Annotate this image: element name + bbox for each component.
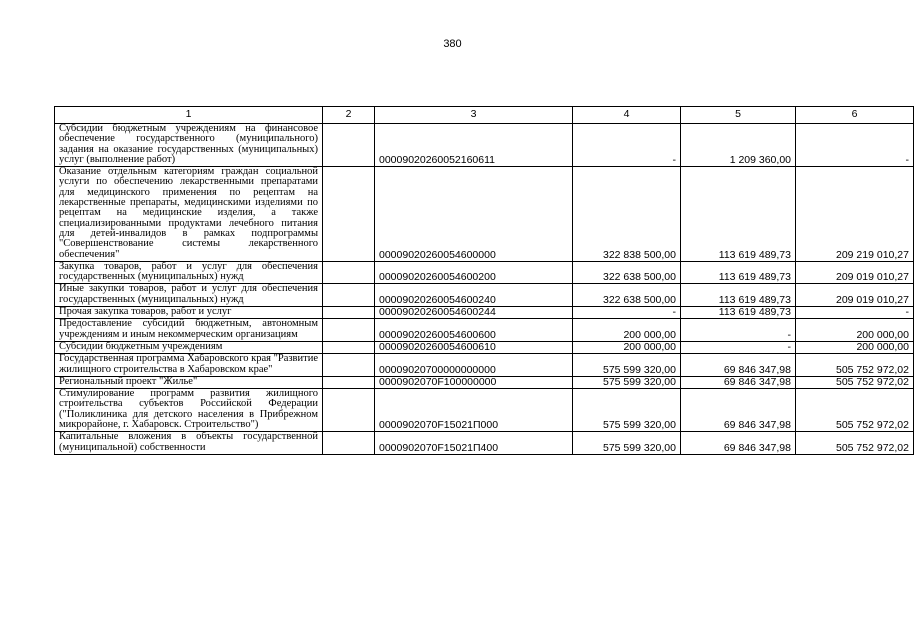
row-code: 00009020700000000000 [375, 354, 573, 377]
row-name: Оказание отдельным категориям граждан социальной услуги по обеспечению лекарственными препаратами для медицинского применения по рецептам на лекарственные препараты, медицинскими изделиями по рецептам на медицинские изделия, а также специализированными продуктами лечебного питания для детей-инвалидов в рамках подпрограммы "Совершенствование системы лекарственного обеспечения" [55, 167, 323, 262]
table-row [55, 124, 914, 167]
row-value-4: 200 000,00 [573, 341, 681, 353]
row-value-4: - [573, 124, 681, 167]
row-value-4: 575 599 320,00 [573, 432, 681, 455]
table-row [55, 432, 914, 455]
row-col2 [323, 376, 375, 388]
row-value-6: 505 752 972,02 [796, 389, 914, 432]
row-col2 [323, 124, 375, 167]
row-value-5: 113 619 489,73 [681, 284, 796, 307]
row-value-4: 575 599 320,00 [573, 389, 681, 432]
row-code: 00009020260052160611 [375, 124, 573, 167]
row-code: 0000902070F100000000 [375, 376, 573, 388]
row-col2 [323, 432, 375, 455]
row-value-6: 200 000,00 [796, 341, 914, 353]
row-name: Государственная программа Хабаровского края "Развитие жилищного строительства в Хабаровском крае" [55, 354, 323, 377]
row-value-4: 322 638 500,00 [573, 284, 681, 307]
row-value-5: 1 209 360,00 [681, 124, 796, 167]
row-value-6: 209 219 010,27 [796, 167, 914, 262]
row-code: 00009020260054600200 [375, 261, 573, 284]
row-value-4: 575 599 320,00 [573, 354, 681, 377]
row-col2 [323, 319, 375, 342]
table-header-row [55, 107, 914, 124]
row-value-5: 69 846 347,98 [681, 376, 796, 388]
row-value-5: 113 619 489,73 [681, 307, 796, 319]
row-value-6: 505 752 972,02 [796, 376, 914, 388]
row-value-5: - [681, 319, 796, 342]
row-name: Предоставление субсидий бюджетным, автономным учреждениям и иным некоммерческим организациям [55, 319, 323, 342]
row-name: Прочая закупка товаров, работ и услуг [55, 307, 323, 319]
row-value-5: - [681, 341, 796, 353]
row-name: Региональный проект "Жилье" [55, 376, 323, 388]
row-col2 [323, 389, 375, 432]
table-row [55, 307, 914, 319]
page-number: 380 [443, 38, 462, 50]
row-value-5: 113 619 489,73 [681, 261, 796, 284]
row-value-6: - [796, 124, 914, 167]
row-value-5: 69 846 347,98 [681, 432, 796, 455]
column-header: 5 [681, 107, 796, 124]
row-name: Стимулирование программ развития жилищного строительства субъектов Российской Федерации ("Поликлиника для детского населения в Прибрежном микрорайоне, г. Хабаровск. Строительство") [55, 389, 323, 432]
row-value-6: 209 019 010,27 [796, 261, 914, 284]
row-code: 00009020260054600610 [375, 341, 573, 353]
row-code: 0000902070F15021П000 [375, 389, 573, 432]
table-row [55, 284, 914, 307]
row-name: Закупка товаров, работ и услуг для обеспечения государственных (муниципальных) нужд [55, 261, 323, 284]
row-col2 [323, 284, 375, 307]
row-col2 [323, 307, 375, 319]
column-header: 1 [55, 107, 323, 124]
row-col2 [323, 341, 375, 353]
row-name: Капитальные вложения в объекты государственной (муниципальной) собственности [55, 432, 323, 455]
row-col2 [323, 261, 375, 284]
column-header: 4 [573, 107, 681, 124]
row-value-6: 505 752 972,02 [796, 354, 914, 377]
column-header: 6 [796, 107, 914, 124]
column-header: 3 [375, 107, 573, 124]
row-value-4: 322 838 500,00 [573, 167, 681, 262]
row-name: Субсидии бюджетным учреждениям на финансовое обеспечение государственного (муниципального) задания на оказание государственных (муниципальных) услуг (выполнение работ) [55, 124, 323, 167]
row-value-6: 505 752 972,02 [796, 432, 914, 455]
row-code: 00009020260054600240 [375, 284, 573, 307]
row-code: 00009020260054600000 [375, 167, 573, 262]
table-row [55, 354, 914, 377]
table-row [55, 261, 914, 284]
row-col2 [323, 167, 375, 262]
row-value-6: - [796, 307, 914, 319]
row-code: 00009020260054600600 [375, 319, 573, 342]
row-value-5: 69 846 347,98 [681, 354, 796, 377]
row-value-4: - [573, 307, 681, 319]
row-col2 [323, 354, 375, 377]
row-code: 0000902070F15021П400 [375, 432, 573, 455]
row-name: Субсидии бюджетным учреждениям [55, 341, 323, 353]
row-value-5: 113 619 489,73 [681, 167, 796, 262]
row-value-4: 575 599 320,00 [573, 376, 681, 388]
row-code: 00009020260054600244 [375, 307, 573, 319]
row-name: Иные закупки товаров, работ и услуг для обеспечения государственных (муниципальных) нужд [55, 284, 323, 307]
table-row [55, 167, 914, 262]
table-row [55, 376, 914, 388]
budget-table [54, 106, 914, 455]
table-row [55, 319, 914, 342]
row-value-4: 322 638 500,00 [573, 261, 681, 284]
row-value-5: 69 846 347,98 [681, 389, 796, 432]
column-header: 2 [323, 107, 375, 124]
table-row [55, 341, 914, 353]
row-value-4: 200 000,00 [573, 319, 681, 342]
table-row [55, 389, 914, 432]
row-value-6: 209 019 010,27 [796, 284, 914, 307]
row-value-6: 200 000,00 [796, 319, 914, 342]
